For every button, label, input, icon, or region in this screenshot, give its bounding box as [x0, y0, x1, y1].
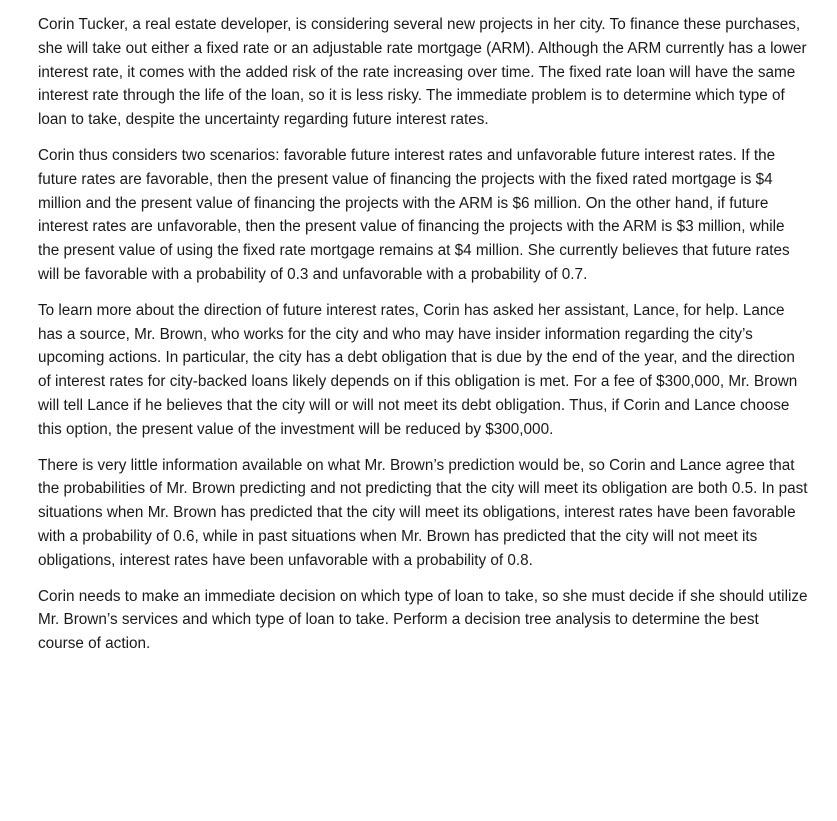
paragraph-scenarios: Corin thus considers two scenarios: favorable future interest rates and unfavorable future interest rates. If the future rates are favorable, then the present value of financing the projects with the fixed rated mortgage is $4 million and the present value of financing the projects with the ARM is $6 million. On the other hand, if future interest rates are unfavorable, then the present value of financing the projects with the ARM is $3 million, while the present value of using the fixed rate mortgage remains at $4 million. She currently believes that future rates will be favorable with a probability of 0.3 and unfavorable with a probability of 0.7.: [38, 146, 790, 283]
paragraph-task: Corin needs to make an immediate decision on which type of loan to take, so she must decide if she should utilize Mr. Brown’s services and which type of loan to take. Perform a decision tree analysis to determine the best course of action.: [38, 587, 808, 653]
paragraph-probabilities: There is very little information available on what Mr. Brown’s prediction would be, so Corin and Lance agree that the probabilities of Mr. Brown predicting and not predicting that the city will meet its obligation are both 0.5. In past situations when Mr. Brown has predicted that the city will meet its obligations, interest rates have been favorable with a probability of 0.6, while in past situations when Mr. Brown has predicted that the city will not meet its obligations, interest rates have been unfavorable with a probability of 0.8.: [38, 456, 808, 569]
paragraph-intro: Corin Tucker, a real estate developer, is considering several new projects in her city. To finance these purchases, she will take out either a fixed rate or an adjustable rate mortgage (ARM). Although the ARM currently has a lower interest rate, it comes with the added risk of the rate increasing over time. The fixed rate loan will have the same interest rate through the life of the loan, so it is less risky. The immediate problem is to determine which type of loan to take, despite the uncertainty regarding future interest rates.: [38, 16, 807, 129]
document-body: [38, 13, 808, 668]
paragraph-mr-brown-offer: To learn more about the direction of future interest rates, Corin has asked her assistant, Lance, for help. Lance has a source, Mr. Brown, who works for the city and who may have insider information regarding the city’s upcoming actions. In particular, the city has a debt obligation that is due by the end of the year, and the direction of interest rates for city-backed loans likely depends on if this obligation is met. For a fee of $300,000, Mr. Brown will tell Lance if he believes that the city will or will not meet its debt obligation. Thus, if Corin and Lance choose this option, the present value of the investment will be reduced by $300,000.: [38, 301, 798, 438]
